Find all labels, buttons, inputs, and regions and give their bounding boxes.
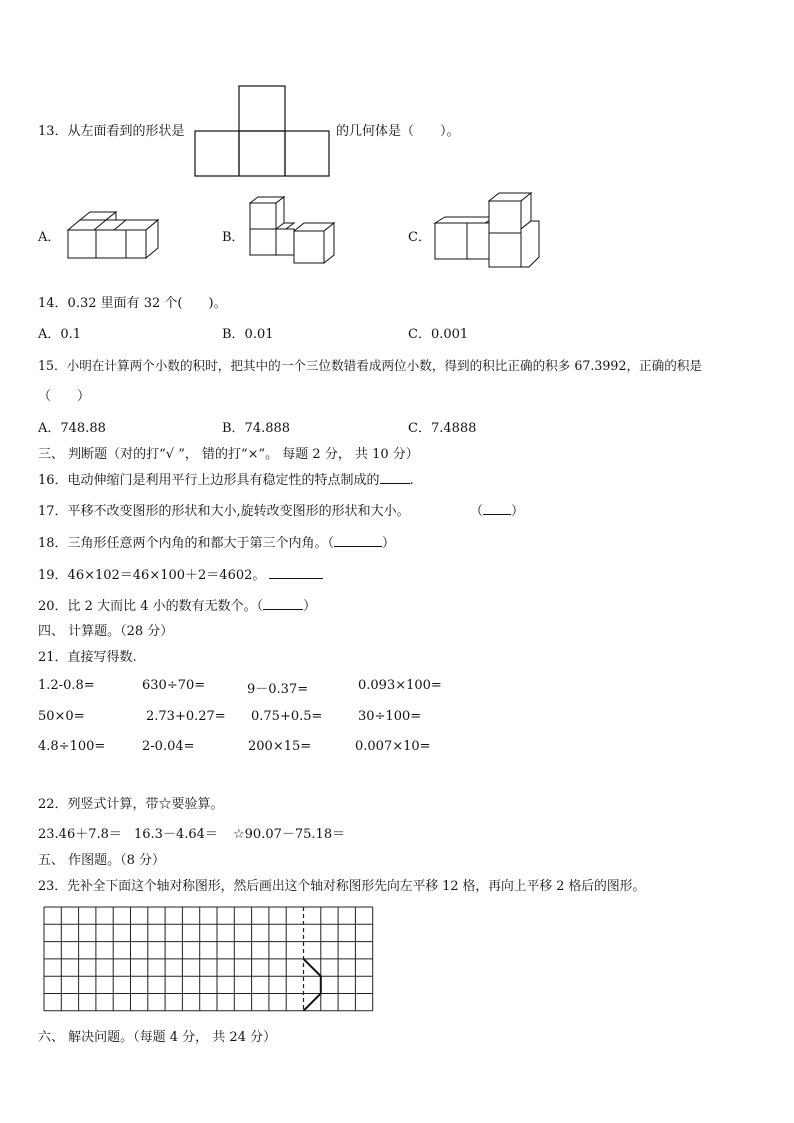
section6-title: 六、 解决问题。（每题 4 分， 共 24 分） — [38, 1030, 277, 1045]
q14-stem: 14．0.32 里面有 32 个( )。 — [38, 296, 227, 311]
q23-drawing-grid[interactable] — [43, 906, 375, 1014]
q13-option-c-label[interactable]: C． — [408, 230, 431, 245]
q15-option-c[interactable]: C．7.4888 — [408, 421, 477, 436]
q15-stem-line1: 15．小明在计算两个小数的积时，把其中的一个三位数错看成两位小数，得到的积比正确的积多 67.3992，正确的积是 — [38, 358, 703, 373]
q22-item: ☆90.07－75.18＝ — [233, 827, 346, 842]
q14-option-c[interactable]: C．0.001 — [408, 327, 469, 342]
q16-text: 16．电动伸缩门是利用平行上边形具有稳定性的特点制成的 — [38, 473, 380, 488]
q16-line — [38, 469, 414, 488]
q22-item: 16.3－4.64＝ — [134, 827, 218, 842]
q20-text: 20．比 2 大而比 4 小的数有无数个。（ — [38, 599, 264, 614]
q14-option-a[interactable]: A．0.1 — [38, 327, 82, 342]
q14-option-b[interactable]: B．0.01 — [222, 327, 274, 342]
q19-answer-blank[interactable] — [269, 578, 323, 579]
q21-item: 0.093×100= — [358, 678, 442, 693]
q21-item: 9－0.37= — [247, 682, 309, 697]
q21-item: 1.2-0.8= — [38, 678, 95, 693]
q13-left-view-figure — [193, 84, 333, 178]
q23-stem: 23．先补全下面这个轴对称图形，然后画出这个轴对称图形先向左平移 12 格，再向上平移 2 格后的图形。 — [38, 879, 646, 894]
q13-option-b-cube-figure — [248, 195, 338, 267]
q21-item: 0.75+0.5= — [251, 709, 323, 724]
q21-item: 50×0= — [38, 709, 85, 724]
q21-item: 2.73+0.27= — [146, 709, 226, 724]
q16-end: . — [409, 473, 414, 488]
q13-stem-prefix: 13．从左面看到的形状是 — [38, 124, 185, 139]
q16-answer-blank[interactable] — [380, 483, 410, 484]
q13-option-b-label[interactable]: B． — [222, 230, 245, 245]
q21-item: 630÷70= — [142, 678, 206, 693]
q20-answer-blank[interactable] — [263, 609, 303, 610]
q21-item: 30÷100= — [358, 709, 422, 724]
section3-title: 三、 判断题（对的打“√ ”， 错的打“×”。 每题 2 分， 共 10 分） — [38, 447, 419, 462]
q17-paren-open: （ — [470, 504, 484, 519]
q13-option-a-label[interactable]: A． — [38, 230, 61, 245]
q19-text: 19．46×102＝46×100＋2＝4602。 — [38, 568, 266, 583]
q17-text: 17．平移不改变图形的形状和大小,旋转改变图形的形状和大小。 — [38, 504, 410, 519]
q22-stem: 22．列竖式计算，带☆要验算。 — [38, 797, 224, 812]
q15-option-a[interactable]: A．748.88 — [38, 421, 106, 436]
q13-stem-suffix: 的几何体是（ ）。 — [336, 124, 460, 139]
q17-paren-close: ） — [511, 504, 525, 519]
q13-option-a-cube-figure — [66, 210, 166, 262]
section4-title: 四、 计算题。（28 分） — [38, 624, 174, 639]
q21-item: 2-0.04= — [142, 739, 195, 754]
q20-line — [38, 595, 316, 614]
q17-answer-blank[interactable] — [483, 514, 511, 515]
half-figure-outline — [304, 959, 321, 1011]
q21-item: 0.007×10= — [355, 739, 431, 754]
q15-stem-line2: （ ） — [38, 389, 91, 404]
q17-line — [38, 500, 410, 519]
q13-option-c-cube-figure — [433, 191, 543, 269]
q21-item: 200×15= — [248, 739, 312, 754]
q18-text: 18．三角形任意两个内角的和都大于第三个内角。（ — [38, 536, 335, 551]
section5-title: 五、 作图题。（8 分） — [38, 853, 166, 868]
q18-answer-blank[interactable] — [334, 546, 382, 547]
q19-line — [38, 564, 323, 583]
q20-paren-close: ） — [303, 599, 317, 614]
q22-item: 23.46＋7.8＝ — [38, 827, 122, 842]
q18-paren-close: ） — [382, 536, 396, 551]
q15-option-b[interactable]: B．74.888 — [222, 421, 291, 436]
q21-item: 4.8÷100= — [38, 739, 106, 754]
q21-stem: 21．直接写得数. — [38, 650, 137, 665]
q17-answer — [470, 500, 524, 519]
q18-line — [38, 532, 395, 551]
